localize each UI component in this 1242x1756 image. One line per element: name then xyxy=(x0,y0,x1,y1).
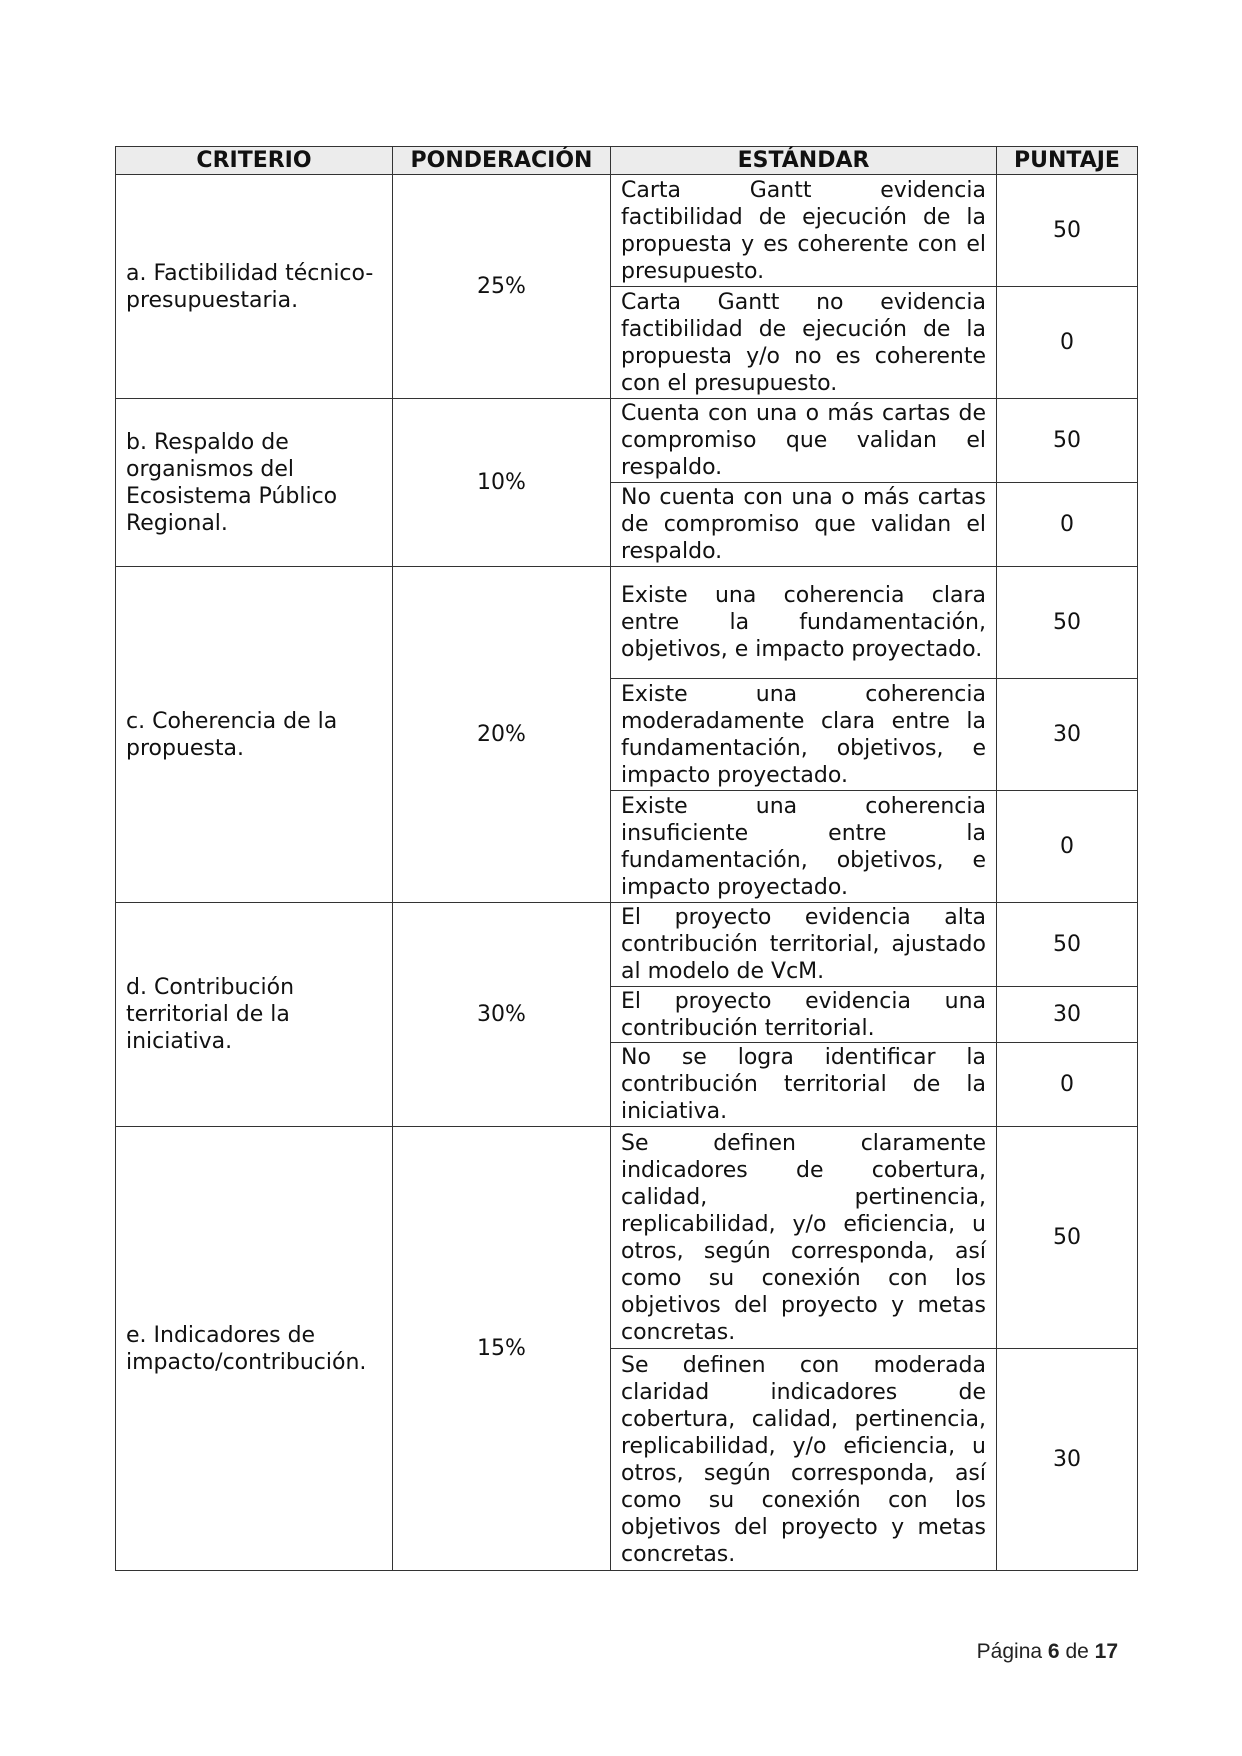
table-row xyxy=(116,567,1138,679)
criterion-name: d. Contribución territorial de la iniciativa. xyxy=(116,903,393,1127)
standard-text: Cuenta con una o más cartas de compromiso que validan el respaldo. xyxy=(611,399,997,483)
page-total: 17 xyxy=(1094,1640,1118,1663)
header-criterio: CRITERIO xyxy=(116,147,393,175)
standard-score: 50 xyxy=(997,175,1138,287)
standard-score: 50 xyxy=(997,1127,1138,1349)
standard-text: No se logra identificar la contribución territorial de la iniciativa. xyxy=(611,1043,997,1127)
page-label: Página xyxy=(976,1640,1043,1663)
criterion-weight: 20% xyxy=(393,567,611,903)
page-number-footer xyxy=(977,1640,1118,1664)
table-row xyxy=(116,1127,1138,1349)
standard-score: 0 xyxy=(997,791,1138,903)
evaluation-rubric-table xyxy=(115,146,1138,1571)
standard-score: 50 xyxy=(997,903,1138,987)
standard-score: 50 xyxy=(997,399,1138,483)
standard-score: 0 xyxy=(997,1043,1138,1127)
criterion-name: e. Indicadores de impacto/contribución. xyxy=(116,1127,393,1571)
criterion-weight: 30% xyxy=(393,903,611,1127)
standard-score: 0 xyxy=(997,287,1138,399)
standard-text: El proyecto evidencia una contribución territorial. xyxy=(611,987,997,1043)
standard-text: Existe una coherencia insuficiente entre la fundamentación, objetivos, e impacto proyectado. xyxy=(611,791,997,903)
standard-score: 30 xyxy=(997,987,1138,1043)
standard-text: Carta Gantt evidencia factibilidad de ejecución de la propuesta y es coherente con el presupuesto. xyxy=(611,175,997,287)
standard-text: Se definen con moderada claridad indicadores de cobertura, calidad, pertinencia, replicabilidad, y/o eficiencia, u otros, según corresponda, así como su conexión con los objetivos del proyecto y metas concretas. xyxy=(611,1349,997,1571)
page-of: de xyxy=(1065,1640,1089,1663)
standard-text: Carta Gantt no evidencia factibilidad de ejecución de la propuesta y/o no es coherente con el presupuesto. xyxy=(611,287,997,399)
header-puntaje: PUNTAJE xyxy=(997,147,1138,175)
standard-score: 30 xyxy=(997,679,1138,791)
criterion-name: a. Factibilidad técnico-presupuestaria. xyxy=(116,175,393,399)
table-row xyxy=(116,175,1138,287)
criterion-name: b. Respaldo de organismos del Ecosistema Público Regional. xyxy=(116,399,393,567)
standard-text: Se definen claramente indicadores de cobertura, calidad, pertinencia, replicabilidad, y/o eficiencia, u otros, según corresponda, así como su conexión con los objetivos del proyecto y metas concretas. xyxy=(611,1127,997,1349)
table-row xyxy=(116,399,1138,483)
table-header-row xyxy=(116,147,1138,175)
criterion-weight: 15% xyxy=(393,1127,611,1571)
standard-text: Existe una coherencia clara entre la fundamentación, objetivos, e impacto proyectado. xyxy=(611,567,997,679)
page-current: 6 xyxy=(1047,1640,1060,1663)
header-ponderacion: PONDERACIÓN xyxy=(393,147,611,175)
criterion-weight: 25% xyxy=(393,175,611,399)
criterion-name: c. Coherencia de la propuesta. xyxy=(116,567,393,903)
table-row xyxy=(116,903,1138,987)
standard-text: No cuenta con una o más cartas de compromiso que validan el respaldo. xyxy=(611,483,997,567)
standard-text: Existe una coherencia moderadamente clara entre la fundamentación, objetivos, e impacto proyectado. xyxy=(611,679,997,791)
standard-text: El proyecto evidencia alta contribución territorial, ajustado al modelo de VcM. xyxy=(611,903,997,987)
standard-score: 50 xyxy=(997,567,1138,679)
standard-score: 30 xyxy=(997,1349,1138,1571)
criterion-weight: 10% xyxy=(393,399,611,567)
standard-score: 0 xyxy=(997,483,1138,567)
header-estandar: ESTÁNDAR xyxy=(611,147,997,175)
